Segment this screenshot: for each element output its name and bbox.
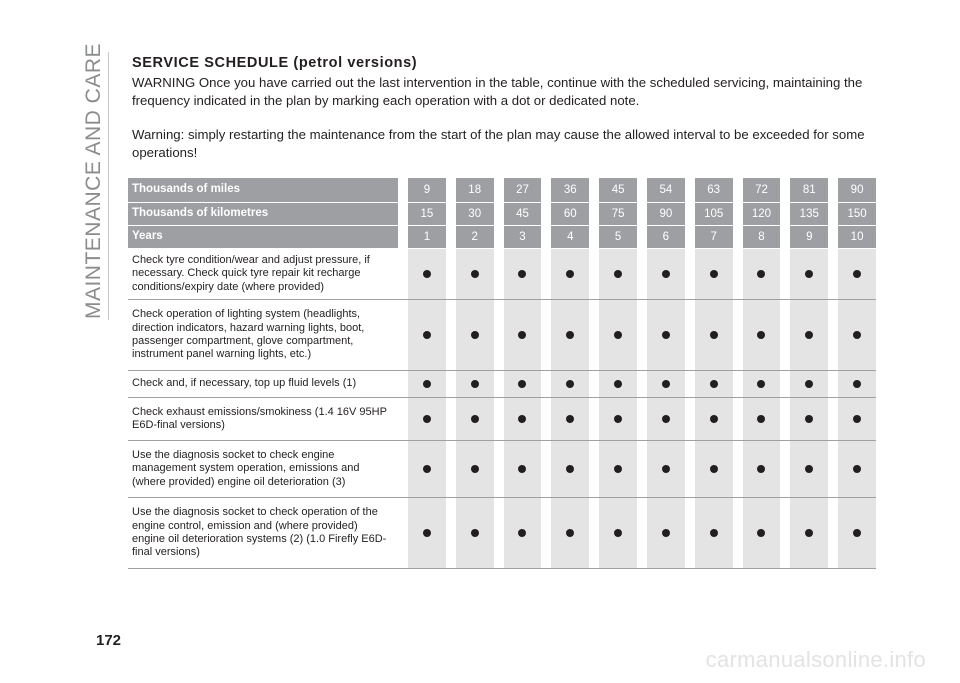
scheduled-dot-icon [662,465,670,473]
operation-label: Check and, if necessary, top up fluid levels (1) [132,377,357,390]
watermark-text: carmanualsonline.info [705,647,926,672]
schedule-cell [408,398,446,440]
scheduled-dot-icon [853,270,861,278]
scheduled-dot-icon [662,529,670,537]
schedule-cell [456,498,494,568]
table-header-cell: 1 [408,226,446,248]
schedule-cell [838,498,876,568]
scheduled-dot-icon [710,529,718,537]
table-header-row [128,203,876,226]
scheduled-dot-icon [471,380,479,388]
operation-label: Use the diagnosis socket to check operation of the engine control, emission and (where provided) engine oil deterioration systems (2) (1.0 Firefly E6D-final versions) [132,506,387,559]
schedule-cell [551,398,589,440]
schedule-cell [695,498,733,568]
schedule-cell [647,371,685,397]
page-title: SERVICE SCHEDULE (petrol versions) [132,55,418,71]
operation-label: Check operation of lighting system (headlights, direction indicators, hazard warning lights, boot, passenger compartment, glove compartment, instrument panel warning lights, etc.) [132,308,365,361]
schedule-cell [551,441,589,497]
scheduled-dot-icon [471,270,479,278]
table-header-cell: 18 [456,178,494,202]
schedule-cell [408,249,446,299]
side-divider [108,52,109,320]
schedule-cell [504,441,542,497]
table-header-cell: 150 [838,203,876,225]
scheduled-dot-icon [662,331,670,339]
scheduled-dot-icon [566,270,574,278]
section-side-label-text: MAINTENANCE AND CARE [82,42,105,320]
table-header-cell: 54 [647,178,685,202]
scheduled-dot-icon [423,415,431,423]
scheduled-dot-icon [471,331,479,339]
schedule-cell [743,441,781,497]
schedule-cell [743,249,781,299]
section-side-label [80,42,108,320]
table-header-cell: 75 [599,203,637,225]
table-row [128,441,876,498]
scheduled-dot-icon [662,415,670,423]
schedule-cell [647,498,685,568]
table-header-cell: 2 [456,226,494,248]
table-header-cell: 45 [504,203,542,225]
schedule-cell [504,498,542,568]
scheduled-dot-icon [805,415,813,423]
scheduled-dot-icon [423,465,431,473]
schedule-cell [647,249,685,299]
schedule-cell [743,300,781,370]
scheduled-dot-icon [518,331,526,339]
scheduled-dot-icon [423,529,431,537]
schedule-cell [408,498,446,568]
warning-paragraph-1: WARNING Once you have carried out the last intervention in the table, continue with the scheduled servicing, maintaining the frequency indicated in the plan by marking each operation with a dot or dedicated note. [132,75,863,108]
schedule-cell [551,498,589,568]
scheduled-dot-icon [853,529,861,537]
scheduled-dot-icon [471,465,479,473]
table-row [128,498,876,569]
schedule-cell [838,371,876,397]
scheduled-dot-icon [805,529,813,537]
page-number: 172 [96,632,122,649]
scheduled-dot-icon [710,270,718,278]
table-header-cell: 4 [551,226,589,248]
schedule-cell [599,300,637,370]
scheduled-dot-icon [805,465,813,473]
table-header-cell: 27 [504,178,542,202]
schedule-cell [504,249,542,299]
schedule-cell [408,441,446,497]
schedule-cell [647,398,685,440]
scheduled-dot-icon [518,415,526,423]
table-row [128,300,876,371]
schedule-cell [408,371,446,397]
scheduled-dot-icon [518,529,526,537]
scheduled-dot-icon [614,415,622,423]
table-header-cell: 105 [695,203,733,225]
service-schedule-table [128,178,876,569]
table-header-cell: 90 [838,178,876,202]
table-header-cell: 10 [838,226,876,248]
schedule-cell [456,371,494,397]
scheduled-dot-icon [566,465,574,473]
schedule-cell [408,300,446,370]
scheduled-dot-icon [710,415,718,423]
scheduled-dot-icon [757,415,765,423]
schedule-cell [695,371,733,397]
scheduled-dot-icon [423,270,431,278]
schedule-cell [838,398,876,440]
scheduled-dot-icon [805,380,813,388]
scheduled-dot-icon [566,415,574,423]
scheduled-dot-icon [853,415,861,423]
scheduled-dot-icon [566,380,574,388]
operation-label: Check tyre condition/wear and adjust pressure, if necessary. Check quick tyre repair kit recharge conditions/expiry date (where provided) [132,254,370,293]
table-header-cell: 9 [790,226,828,248]
scheduled-dot-icon [518,380,526,388]
schedule-cell [647,300,685,370]
schedule-cell [695,249,733,299]
scheduled-dot-icon [710,331,718,339]
scheduled-dot-icon [757,331,765,339]
schedule-cell [647,441,685,497]
schedule-cell [551,371,589,397]
schedule-cell [695,300,733,370]
table-header-cell: 60 [551,203,589,225]
schedule-cell [743,371,781,397]
table-header-cell: 6 [647,226,685,248]
scheduled-dot-icon [423,331,431,339]
schedule-cell [504,398,542,440]
table-header-cell: 7 [695,226,733,248]
schedule-cell [790,249,828,299]
table-header-cell: 90 [647,203,685,225]
table-header-cell: 30 [456,203,494,225]
schedule-cell [456,398,494,440]
schedule-cell [456,249,494,299]
table-header-cell: 3 [504,226,542,248]
schedule-cell [599,371,637,397]
schedule-cell [599,498,637,568]
schedule-cell [551,300,589,370]
scheduled-dot-icon [805,331,813,339]
schedule-cell [838,300,876,370]
table-header-cell: 15 [408,203,446,225]
scheduled-dot-icon [757,270,765,278]
table-header-row [128,226,876,249]
scheduled-dot-icon [710,465,718,473]
schedule-cell [790,441,828,497]
table-header-cell: 36 [551,178,589,202]
scheduled-dot-icon [471,415,479,423]
scheduled-dot-icon [757,529,765,537]
table-header-cell: 45 [599,178,637,202]
table-row [128,398,876,441]
operation-label: Use the diagnosis socket to check engine management system operation, emissions and (where provided) engine oil deterioration (3) [132,449,360,488]
schedule-cell [838,249,876,299]
scheduled-dot-icon [662,380,670,388]
schedule-cell [456,300,494,370]
scheduled-dot-icon [805,270,813,278]
scheduled-dot-icon [566,331,574,339]
scheduled-dot-icon [757,465,765,473]
schedule-cell [790,398,828,440]
table-header-cell: 72 [743,178,781,202]
table-header-cell: 135 [790,203,828,225]
schedule-cell [504,371,542,397]
scheduled-dot-icon [662,270,670,278]
scheduled-dot-icon [853,465,861,473]
schedule-cell [599,441,637,497]
schedule-cell [599,398,637,440]
schedule-cell [695,398,733,440]
table-header-label: Thousands of miles [128,178,398,202]
table-header-cell: 8 [743,226,781,248]
warning-paragraph-2: Warning: simply restarting the maintenance from the start of the plan may cause the allowed interval to be exceeded for some operations! [132,127,865,160]
scheduled-dot-icon [614,465,622,473]
schedule-cell [551,249,589,299]
scheduled-dot-icon [423,380,431,388]
table-header-cell: 9 [408,178,446,202]
scheduled-dot-icon [566,529,574,537]
schedule-cell [504,300,542,370]
schedule-cell [695,441,733,497]
scheduled-dot-icon [853,331,861,339]
table-header-cell: 63 [695,178,733,202]
schedule-cell [599,249,637,299]
table-header-cell: 120 [743,203,781,225]
schedule-cell [743,398,781,440]
table-header-label: Years [128,226,398,248]
scheduled-dot-icon [614,270,622,278]
operation-label: Check exhaust emissions/smokiness (1.4 16V 95HP E6D-final versions) [132,405,387,431]
schedule-cell [838,441,876,497]
table-row [128,249,876,300]
schedule-cell [790,498,828,568]
scheduled-dot-icon [853,380,861,388]
table-header-cell: 81 [790,178,828,202]
scheduled-dot-icon [614,529,622,537]
scheduled-dot-icon [614,380,622,388]
table-row [128,371,876,398]
scheduled-dot-icon [518,465,526,473]
table-header-row [128,178,876,203]
schedule-cell [456,441,494,497]
table-header-cell: 5 [599,226,637,248]
scheduled-dot-icon [614,331,622,339]
scheduled-dot-icon [710,380,718,388]
scheduled-dot-icon [757,380,765,388]
scheduled-dot-icon [518,270,526,278]
schedule-cell [790,300,828,370]
scheduled-dot-icon [471,529,479,537]
schedule-cell [743,498,781,568]
table-header-label: Thousands of kilometres [128,203,398,225]
schedule-cell [790,371,828,397]
